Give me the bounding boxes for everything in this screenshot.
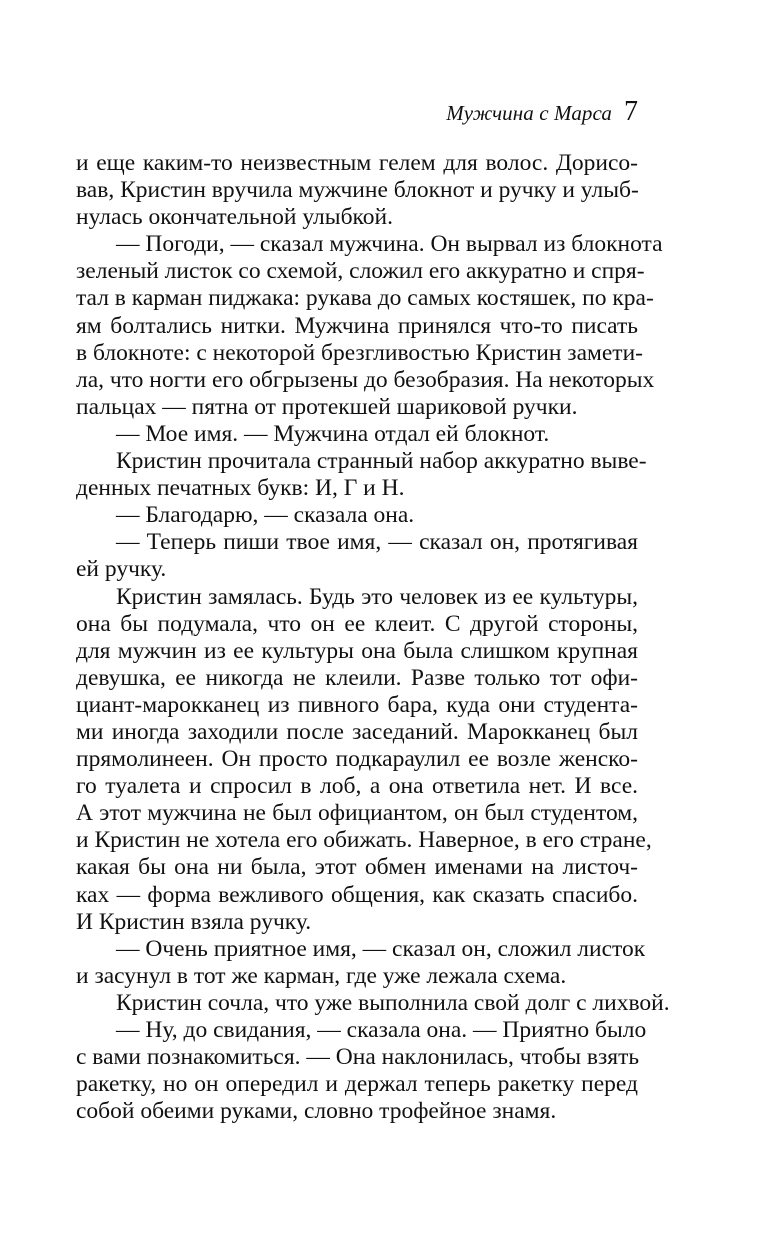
text-line: — Благодарю, — сказала она. — [116, 502, 415, 529]
text-line: Кристин прочитала странный набор аккуратно выве- — [116, 448, 647, 475]
text-line: какая бы она ни была, этот обмен именами на листоч- — [76, 854, 638, 881]
text-line: с вами познакомиться. — Она наклонилась, чтобы взять — [76, 1044, 640, 1071]
running-title: Мужчина с Марса — [446, 101, 612, 125]
text-line: го туалета и спросил в лоб, а она ответила нет. И все. — [76, 773, 638, 800]
text-line: денных печатных букв: И, Г и Н. — [76, 475, 405, 502]
text-line: и засунул в тот же карман, где уже лежала схема. — [76, 962, 567, 989]
text-line: ла, что ногти его обгрызены до безобразия. На некоторых — [76, 366, 655, 393]
text-line: собой обеими руками, словно трофейное знамя. — [76, 1098, 557, 1125]
page-number: 7 — [624, 96, 638, 127]
text-line: зеленый листок со схемой, сложил его аккуратно и спря- — [76, 258, 645, 285]
text-line: девушка, ее никогда не клеили. Разве только тот офи- — [76, 664, 638, 691]
text-line: циант-марокканец из пивного бара, куда они студента- — [76, 691, 638, 718]
text-line: и Кристин не хотела его обижать. Наверное, в его стране, — [76, 827, 652, 854]
text-line: для мужчин из ее культуры она была слишком крупная — [76, 637, 638, 664]
text-line: — Теперь пиши твое имя, — сказал он, протягивая — [116, 529, 638, 556]
text-line: вав, Кристин вручила мужчине блокнот и ручку и улыб- — [76, 177, 639, 204]
text-line: А этот мужчина не был официантом, он был студентом, — [76, 800, 638, 827]
body-text — [76, 150, 670, 1125]
text-line: и еще каким-то неизвестным гелем для волос. Дорисо- — [76, 150, 638, 176]
text-line: в блокноте: с некоторой брезгливостью Кристин замети- — [76, 339, 643, 366]
text-line: ках — форма вежливого общения, как сказать спасибо. — [76, 881, 638, 908]
text-line: ям болтались нитки. Мужчина принялся что-то писать — [76, 312, 638, 339]
text-line: тал в карман пиджака: рукава до самых костяшек, по кра- — [76, 285, 654, 312]
text-line: ей ручку. — [76, 556, 167, 583]
text-line: прямолинеен. Он просто подкараулил ее возле женско- — [76, 746, 638, 773]
text-line: — Погоди, — сказал мужчина. Он вырвал из блокнота — [116, 231, 663, 258]
text-line: — Мое имя. — Мужчина отдал ей блокнот. — [116, 420, 550, 447]
text-line: Кристин сочла, что уже выполнила свой долг с лихвой. — [116, 989, 670, 1016]
text-line: она бы подумала, что он ее клеит. С другой стороны, — [76, 610, 638, 637]
text-line: ми иногда заходили после заседаний. Марокканец был — [76, 718, 638, 745]
text-line: — Очень приятное имя, — сказал он, сложил листок — [116, 935, 646, 962]
running-head — [446, 96, 638, 128]
text-line: И Кристин взяла ручку. — [76, 908, 312, 935]
text-line: Кристин замялась. Будь это человек из ее культуры, — [116, 583, 638, 610]
text-line: пальцах — пятна от протекшей шариковой ручки. — [76, 393, 578, 420]
text-line: ракетку, но он опередил и держал теперь ракетку перед — [76, 1071, 638, 1098]
text-line: нулась окончательной улыбкой. — [76, 204, 393, 231]
text-line: — Ну, до свидания, — сказала она. — Приятно было — [116, 1017, 647, 1043]
